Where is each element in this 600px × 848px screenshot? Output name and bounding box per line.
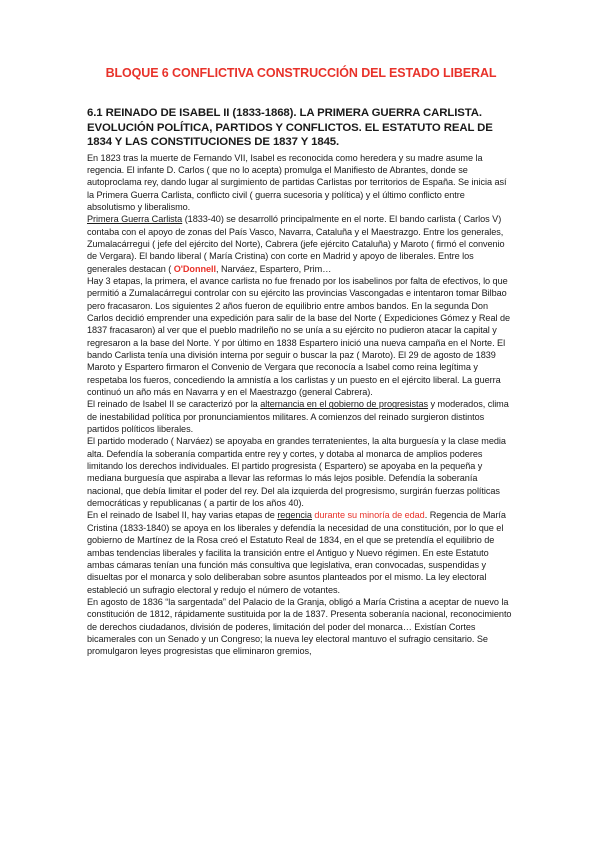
paragraph-2 [87, 213, 515, 275]
paragraph-text: . Regencia de María Cristina (1833-1840) se apoya en los liberales y defendía la necesidad de una constitución, por lo que el gobierno de Martínez de la Rosa creó el Estatuto Real de 1834, en el que se pretendía el equilibrio de ambas tendencias liberales y facilita la transición entre el Antiguo y Nuevo régimen. En este Estatuto ambas cámaras tenían una función más consultiva que legislativa, eran convocadas, suspendidas y disueltas por el monarca y solo deliberaban sobre asuntos planteados por el mismo. La ley electoral estableció un sufragio electoral y redujo el número de votantes. [87, 510, 506, 595]
paragraph-text: (1833-40) se desarrolló principalmente en el norte. El bando carlista ( Carlos V) contaba con el apoyo de zonas del País Vasco, Navarra, Cataluña y el Maestrazgo. Entre los generales, Zumalacárregui ( jefe del ejército del Norte), Cabrera (jefe ejército Cataluña) y Maroto ( firmó el convenio de Vergara). El bando liberal ( María Cristina) con corte en Madrid y apoyo de liberales. Entre los generales destacan ( [87, 214, 505, 274]
highlighted-phrase: durante su minoría de edad [311, 510, 425, 521]
paragraph-text: En el reinado de Isabel II, hay varias etapas de [87, 510, 278, 521]
section-heading: 6.1 REINADO DE ISABEL II (1833-1868). LA PRIMERA GUERRA CARLISTA. EVOLUCIÓN POLÍTICA, PARTIDOS Y CONFLICTOS. EL ESTATUTO REAL DE 1834 Y LAS CONSTITUCIONES DE 1837 Y 1845. [87, 107, 493, 148]
underlined-term: alternancia en el gobierno de progresistas [260, 399, 429, 410]
paragraph-6 [87, 509, 515, 595]
paragraph-5: El partido moderado ( Narváez) se apoyaba en grandes terratenientes, la alta burguesía y la clase media alta. Defendía la soberanía compartida entre rey y cortes, y dotaba al monarca de amplios poderes limitando los derechos individuales. El partido progresista ( Espartero) se apoyaba en la pequeña y mediana burguesía que aspiraba a llevar las reformas lo más lejos posible. Defendía la soberanía nacional, que debía limitar el poder del rey. Del ala izquierda del progresismo, surgirán fuerzas políticas democráticas y republicanas ( a partir de los años 40). [87, 436, 506, 509]
paragraph-text: El reinado de Isabel II se caracterizó por la [87, 399, 261, 410]
paragraph-4 [87, 398, 515, 435]
document-page [87, 66, 515, 658]
paragraph-7: En agosto de 1836 “la sargentada” del Palacio de la Granja, obligó a María Cristina a aceptar de nuevo la constitución de 1812, rápidamente sustituida por la de 1837. Presenta soberanía nacional, reconocimiento de derechos ciudadanos, división de poderes, limitación del poder del monarca… Existían Cortes bicamerales con un Senado y un Congreso; la nueva ley electoral mantuvo el sufragio censitario. Se promulgaron leyes progresistas que eliminaron gremios, [87, 596, 512, 657]
paragraph-text: y moderados, clima de inestabilidad política por pronunciamientos militares. A comienzos del reinado surgieron distintos partidos políticos liberales. [87, 399, 509, 435]
underlined-term: regencia [277, 510, 312, 521]
highlighted-name: O'Donnell [173, 263, 216, 274]
document-title: BLOQUE 6 CONFLICTIVA CONSTRUCCIÓN DEL ESTADO LIBERAL [105, 66, 497, 80]
underlined-term: Primera Guerra Carlista [87, 214, 183, 225]
paragraph-1: En 1823 tras la muerte de Fernando VII, Isabel es reconocida como heredera y su madre asume la regencia. El infante D. Carlos ( que no lo acepta) promulga el Manifiesto de Abrantes, donde se autoproclama rey, dando lugar al surgimiento de partidas Carlistas por territorios de España. Se inicia así la Primera Guerra Carlista, conflicto civil ( guerra sucesoria y política) y el último conflicto entre absolutismo y liberalismo. [87, 152, 507, 212]
paragraph-text: , Narváez, Espartero, Prim… [216, 263, 332, 274]
paragraph-3: Hay 3 etapas, la primera, el avance carlista no fue frenado por los isabelinos por falta de efectivos, lo que permitió a Zumalacárregui controlar con su ejército las provincias Vascongadas e intentaron tomar Bilbao pero fracasaron. Los siguientes 2 años fueron de equilibrio entre ambos bandos. En la segunda Don Carlos decidió emprender una expedición para salir de la base del Norte ( Expediciones Gómez y Real de 1837 fracasaron) al ver que el pueblo madrileño no se unía a su ejército no pudieron atacar la capital y regresaron a la base del Norte. Y por último en 1838 Espartero inició una nueva campaña en el Norte. El bando Carlista tenía una división interna por seguir o buscar la paz ( Maroto). El 29 de agosto de 1839 Maroto y Espartero firmaron el Convenio de Vergara que reconocía a Isabel como reina legítima y respetaba los fueros, concediendo la amnistía a los carlistas y un puesto en el ejército liberal. La guerra continuó un año más en Navarra y en el Maestrazgo (general Cabrera). [87, 275, 510, 398]
